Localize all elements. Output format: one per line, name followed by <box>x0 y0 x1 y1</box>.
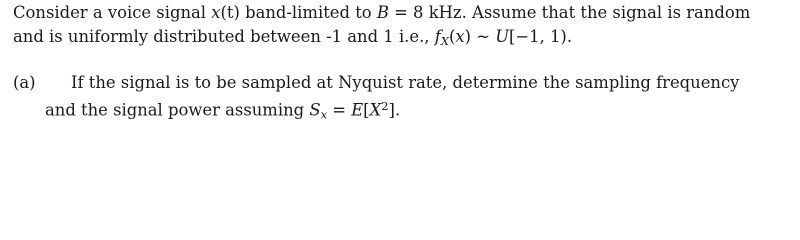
math-var-X: X <box>369 100 382 120</box>
math-subscript: x <box>320 107 328 122</box>
math-tilde: ~ <box>471 27 496 46</box>
math-var-S: S <box>309 100 321 120</box>
math-var-x: x <box>455 27 465 46</box>
text-segment: and is uniformly distributed between -1 and 1 i.e., <box>13 27 435 46</box>
part-a-text: If the signal is to be sampled at Nyquist rate, determine the sampling frequency <box>71 73 740 92</box>
text-period: . <box>566 27 573 46</box>
text-segment: and the signal power assuming <box>45 100 310 120</box>
math-equals: = <box>327 100 352 120</box>
math-var-B: B <box>376 3 389 22</box>
math-interval: [−1, 1) <box>509 27 567 46</box>
math-bracket: [ <box>363 100 370 120</box>
math-paren: ( <box>448 27 456 46</box>
math-uniform-U: U <box>495 27 510 46</box>
math-bracket: ] <box>388 100 395 120</box>
math-var-f: f <box>434 27 441 46</box>
math-equation: = 8 kHz <box>388 3 462 22</box>
problem-line-1 <box>13 3 750 23</box>
math-superscript: 2 <box>381 99 389 113</box>
text-segment: . Assume that the signal is random <box>461 3 751 22</box>
problem-line-2 <box>13 27 572 51</box>
part-a-line-1 <box>13 73 739 93</box>
math-argument: (t) <box>220 3 240 22</box>
math-var-E: E <box>351 100 364 120</box>
math-var-x: x <box>211 3 221 22</box>
text-segment: Consider a voice signal <box>13 3 212 22</box>
math-subscript: X <box>440 33 449 48</box>
math-paren: ) <box>464 27 472 46</box>
part-a-line-2 <box>45 96 400 125</box>
part-a-label: (a) <box>13 73 36 92</box>
text-segment: band-limited to <box>239 3 377 22</box>
text-period: . <box>394 100 401 120</box>
